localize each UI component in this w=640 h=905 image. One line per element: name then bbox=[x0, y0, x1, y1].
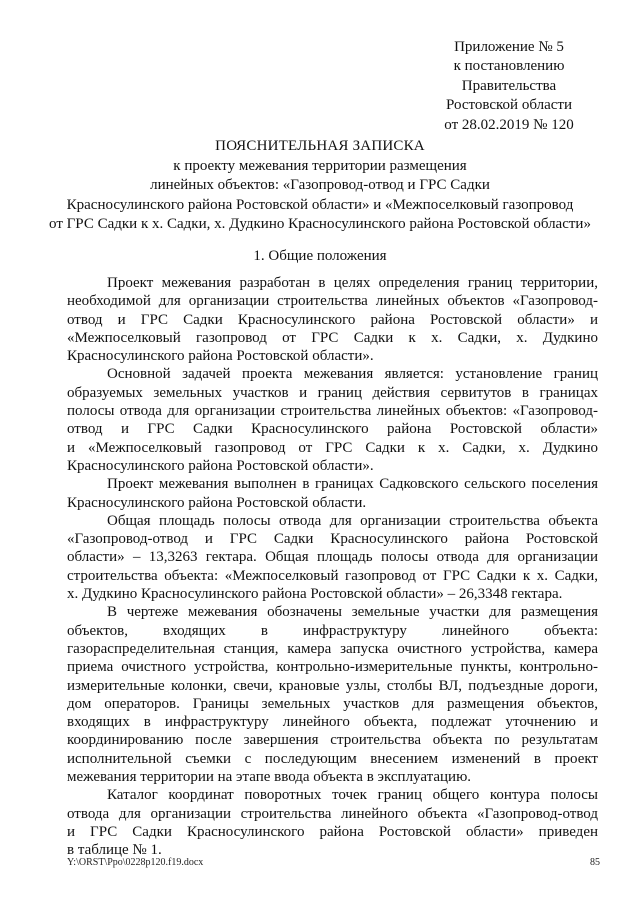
paragraph-line: строительства объекта: «Межпоселковый газопровод от ГРС Садки к х. Садки, bbox=[67, 567, 598, 584]
approval-line: Правительства bbox=[461, 77, 557, 94]
paragraph-line: межевания территории на этапе ввода объекта в эксплуатацию. bbox=[67, 769, 472, 786]
approval-line: Приложение № 5 bbox=[454, 39, 564, 55]
paragraph-line: приема очистного устройства, контрольно-измерительные пункты, контрольно- bbox=[67, 659, 598, 676]
paragraph-line: и ГРС Садки Красносулинского района Ростовской области» приведен bbox=[67, 823, 598, 840]
subtitle-line: от ГРС Садки к х. Садки, х. Дудкино Красносулинского района Ростовской области» bbox=[49, 216, 591, 232]
paragraph bbox=[67, 786, 598, 859]
paragraph bbox=[67, 274, 598, 365]
approval-line: от 28.02.2019 № 120 bbox=[444, 116, 574, 133]
approval-stamp bbox=[420, 38, 598, 135]
paragraph-line: измерительные колонки, свечи, крановые узлы, столбы ВЛ, подъездные дороги, bbox=[67, 677, 598, 694]
paragraph-line: исполнительной съемки с последующим внесением изменений в проект bbox=[67, 750, 598, 767]
paragraph-line: объектов, входящих в инфраструктуру линейного объекта: bbox=[67, 622, 598, 639]
paragraph-line: отвода для организации строительства линейного объекта «Газопровод-отвод bbox=[67, 805, 598, 822]
paragraph-line: Красносулинского района Ростовской области. bbox=[67, 494, 367, 511]
paragraph-line: Красносулинского района Ростовской области». bbox=[67, 348, 374, 365]
paragraph-line: отвод и ГРС Садки Красносулинского района Ростовской области» bbox=[67, 421, 598, 438]
paragraph-line: Проект межевания выполнен в границах Садковского сельского поселения bbox=[107, 476, 598, 493]
paragraph-line: «Газопровод-отвод и ГРС Садки Красносулинского района Ростовской bbox=[67, 531, 598, 548]
paragraph-line: входящих в инфраструктуру линейного объекта, подлежат уточнению и bbox=[67, 714, 598, 731]
paragraph bbox=[67, 603, 598, 786]
approval-line: Ростовской области bbox=[446, 97, 572, 114]
paragraph-line: полосы отвода для организации строительства линейных объектов: «Газопровод- bbox=[67, 403, 598, 420]
paragraph bbox=[67, 365, 598, 475]
paragraph-line: в таблице № 1. bbox=[67, 842, 162, 859]
approval-line: к постановлению bbox=[453, 58, 565, 75]
paragraph-line: х. Дудкино Красносулинского района Ростовской области» – 26,3348 гектара. bbox=[67, 586, 563, 603]
paragraph-line: Основной задачей проекта межевания является: установление границ bbox=[107, 366, 598, 383]
paragraph-line: и «Межпоселковый газопровод от ГРС Садки к х. Садки, х. Дудкино bbox=[67, 439, 598, 456]
subtitle-line: к проекту межевания территории размещения bbox=[173, 157, 467, 174]
footer-file-path: Y:\ORST\Ppo\0228p120.f19.docx bbox=[67, 857, 204, 868]
subtitle-line: линейных объектов: «Газопровод-отвод и ГРС Садки bbox=[150, 177, 490, 193]
paragraph-line: дом операторов. Границы земельных участков для размещения объектов, bbox=[67, 695, 598, 712]
paragraph-line: газораспределительная станция, камера запуска очистного устройства, камера bbox=[67, 640, 598, 657]
paragraph-line: В чертеже межевания обозначены земельные участки для размещения bbox=[107, 604, 598, 621]
document-title: ПОЯСНИТЕЛЬНАЯ ЗАПИСКА bbox=[215, 138, 425, 154]
body-text bbox=[67, 274, 598, 860]
subtitle-line: Красносулинского района Ростовской области» и «Межпоселковый газопровод bbox=[66, 196, 574, 213]
footer-page-number: 85 bbox=[590, 857, 600, 868]
paragraph-line: «Межпоселковый газопровод от ГРС Садки к х. Садки, х. Дудкино bbox=[67, 329, 598, 346]
paragraph-line: образуемых земельных участков и границ действия сервитутов в границах bbox=[67, 384, 598, 401]
paragraph-line: Общая площадь полосы отвода для организации строительства объекта bbox=[107, 512, 598, 529]
paragraph-line: отвод и ГРС Садки Красносулинского района Ростовской области» и bbox=[67, 311, 598, 328]
title-block bbox=[40, 137, 600, 235]
paragraph-line: области» – 13,3263 гектара. Общая площадь полосы отвода для организации bbox=[67, 549, 598, 566]
paragraph bbox=[67, 512, 598, 603]
paragraph-line: Проект межевания разработан в целях определения границ территории, bbox=[107, 275, 598, 291]
paragraph-line: Красносулинского района Ростовской области». bbox=[67, 457, 374, 474]
paragraph-line: Каталог координат поворотных точек границ общего контура полосы bbox=[107, 787, 598, 804]
paragraph-line: координированию после завершения строительства объекта по результатам bbox=[67, 732, 598, 749]
paragraph bbox=[67, 475, 598, 512]
paragraph-line: необходимой для организации строительства линейных объектов «Газопровод- bbox=[67, 293, 598, 310]
section-heading: 1. Общие положения bbox=[253, 248, 387, 264]
